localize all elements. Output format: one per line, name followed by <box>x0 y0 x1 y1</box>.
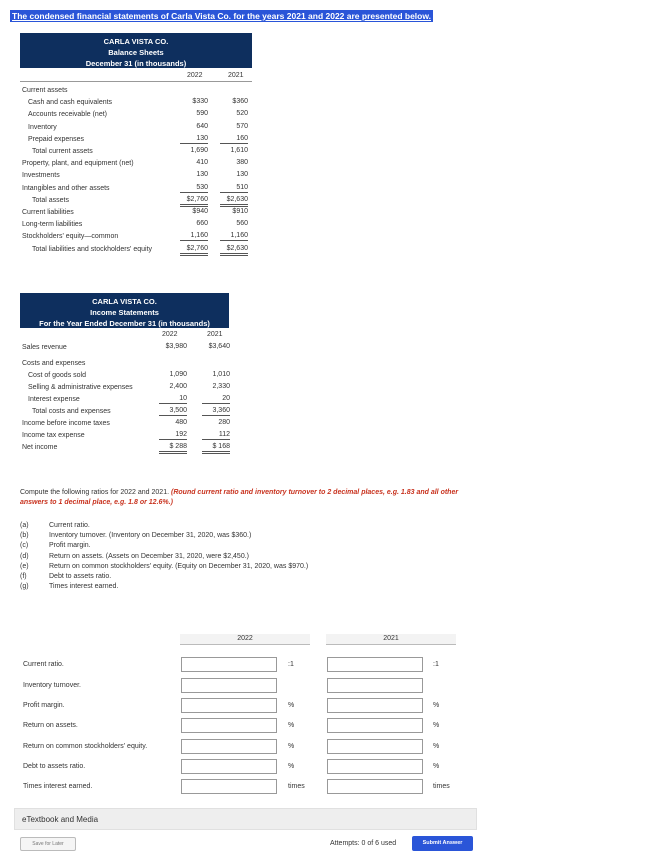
is-value-2022: $3,980 <box>165 343 187 350</box>
is-row <box>20 418 229 430</box>
bs-row <box>20 244 252 256</box>
answer-input-2021[interactable] <box>327 718 423 733</box>
answer-input-2021[interactable] <box>327 779 423 794</box>
task-item <box>20 532 480 542</box>
bs-year-2022: 2022 <box>187 72 203 79</box>
bs-year-2021: 2021 <box>228 72 244 79</box>
is-row-label: Sales revenue <box>22 344 67 351</box>
income-statement-years <box>20 330 229 341</box>
task-letter: (f) <box>20 573 27 580</box>
answer-unit-label: :1 <box>433 661 439 668</box>
task-text: Debt to assets ratio. <box>49 573 112 580</box>
task-item <box>20 553 480 563</box>
is-value-2021: 20 <box>202 395 230 404</box>
answer-unit-label: % <box>288 722 295 729</box>
answer-input-2021[interactable] <box>327 678 423 693</box>
bs-row-label: Accounts receivable (net) <box>28 111 107 119</box>
bs-row <box>20 195 252 207</box>
bs-value-2022: $2,760 <box>180 245 208 256</box>
is-row <box>20 406 229 418</box>
bs-value-2022: 130 <box>180 135 208 144</box>
answer-row-label: Inventory turnover. <box>23 682 81 689</box>
income-statement-title: CARLA VISTA CO. <box>92 297 157 306</box>
answer-input-2022[interactable] <box>181 739 277 754</box>
bs-row-label: Investments <box>22 172 60 180</box>
bs-row-label: Total assets <box>32 196 69 204</box>
bs-value-2021: $910 <box>232 208 248 215</box>
task-text: Inventory turnover. (Inventory on December 31, 2020, was $360.) <box>49 532 252 540</box>
answer-input-2021[interactable] <box>327 739 423 754</box>
bs-row <box>20 109 252 121</box>
task-letter: (g) <box>20 583 29 591</box>
balance-sheet-years <box>20 70 252 82</box>
task-letter: (a) <box>20 522 29 529</box>
bs-value-2022: $330 <box>192 98 208 106</box>
answer-unit-label: % <box>433 743 440 750</box>
bs-row <box>20 207 252 219</box>
bs-row-label: Total current assets <box>32 148 93 155</box>
answer-input-2022[interactable] <box>181 718 277 733</box>
task-item <box>20 573 480 583</box>
is-row-label: Income tax expense <box>22 432 85 439</box>
bs-value-2021: 1,610 <box>230 147 248 154</box>
is-row-label: Income before income taxes <box>22 420 110 427</box>
answer-input-2022[interactable] <box>181 698 277 713</box>
attempts-counter: Attempts: 0 of 6 used <box>330 840 397 847</box>
is-row <box>20 394 229 406</box>
bs-value-2022: 1,690 <box>190 147 208 154</box>
balance-sheet-subtitle: Balance Sheets <box>108 48 164 57</box>
answer-input-2021[interactable] <box>327 698 423 713</box>
submit-answer-button[interactable]: Submit Answer <box>412 836 473 851</box>
task-text: Profit margin. <box>49 542 91 550</box>
balance-sheet-title: CARLA VISTA CO. <box>103 37 169 46</box>
income-statement-header <box>20 293 229 328</box>
is-row <box>20 342 229 354</box>
is-row-label: Net income <box>22 444 58 451</box>
bs-value-2021: 510 <box>220 184 248 193</box>
answer-unit-label: % <box>433 722 440 729</box>
income-statement-subtitle: Income Statements <box>90 308 159 317</box>
is-row-label: Selling & administrative expenses <box>28 384 133 391</box>
is-row-label: Total costs and expenses <box>32 408 111 415</box>
is-value-2021: 280 <box>218 419 230 426</box>
answer-row-label: Debt to assets ratio. <box>23 763 86 770</box>
task-letter: (c) <box>20 542 29 550</box>
bs-value-2022: $940 <box>192 208 208 215</box>
bs-row-label: Current liabilities <box>22 209 74 216</box>
is-value-2022: 480 <box>175 419 187 426</box>
is-value-2022: 192 <box>159 431 187 440</box>
bs-row <box>20 134 252 146</box>
etextbook-media-link[interactable]: eTextbook and Media <box>14 808 477 830</box>
bs-value-2021: 570 <box>236 122 248 130</box>
problem-heading: The condensed financial statements of Carla Vista Co. for the years 2021 and 2022 are presented below. <box>12 11 432 21</box>
is-value-2021: $3,640 <box>208 343 230 350</box>
bs-row <box>20 97 252 109</box>
bs-row <box>20 183 252 195</box>
income-statement-period: For the Year Ended December 31 (in thousands) <box>39 319 210 328</box>
balance-sheet-date: December 31 (in thousands) <box>85 59 187 68</box>
is-row-label: Cost of goods sold <box>28 372 86 379</box>
answer-input-2022[interactable] <box>181 779 277 794</box>
bs-value-2021: 560 <box>236 220 248 228</box>
is-value-2022: $ 288 <box>159 443 187 454</box>
bs-value-2021: $2,630 <box>220 245 248 256</box>
answer-input-2022[interactable] <box>181 759 277 774</box>
bs-value-2021: $360 <box>232 98 248 106</box>
bs-value-2021: 160 <box>220 135 248 144</box>
answer-col-2021: 2021 <box>326 634 456 645</box>
is-year-2022: 2022 <box>162 331 178 338</box>
bs-row-label: Inventory <box>28 123 57 131</box>
answer-unit-label: % <box>288 702 295 709</box>
bs-value-2021: 520 <box>236 110 248 118</box>
is-value-2021: 112 <box>202 431 230 440</box>
answer-row-label: Profit margin. <box>23 702 65 709</box>
is-value-2022: 2,400 <box>169 383 187 390</box>
bs-row-label: Cash and cash equivalents <box>28 99 113 107</box>
bs-value-2021: 380 <box>236 159 248 167</box>
task-item <box>20 583 480 593</box>
bs-row <box>20 146 252 158</box>
task-item <box>20 522 480 532</box>
answer-row-label: Times interest earned. <box>23 783 93 790</box>
answer-input-2021[interactable] <box>327 759 423 774</box>
bs-value-2022: 1,160 <box>180 232 208 241</box>
bs-row-label: Stockholders' equity—common <box>22 233 119 241</box>
is-value-2021: 1,010 <box>212 371 230 378</box>
bs-row-label: Total liabilities and stockholders' equity <box>32 245 153 253</box>
bs-row <box>20 158 252 170</box>
answer-unit-label: % <box>433 702 440 709</box>
bs-row-label: Current assets <box>22 87 68 94</box>
save-for-later-button[interactable]: Save for Later <box>20 837 76 851</box>
bs-row <box>20 219 252 231</box>
bs-value-2021: 130 <box>236 171 248 179</box>
answer-input-2022[interactable] <box>181 657 277 672</box>
answer-unit-label: times <box>288 783 305 790</box>
is-row <box>20 382 229 394</box>
task-text: Times interest earned. <box>49 583 119 591</box>
answer-input-2021[interactable] <box>327 657 423 672</box>
rounding-note: (Round current ratio and inventory turnover to 2 decimal places, e.g. 1.83 and all other answers to 1 decimal place, e.g. 1.8 or 12.6%.) <box>20 489 459 506</box>
is-row-label: Interest expense <box>28 396 80 403</box>
bs-value-2021: $2,630 <box>220 196 248 207</box>
bs-value-2022: 130 <box>196 171 208 179</box>
answer-unit-label: times <box>433 783 450 790</box>
instructions <box>20 488 480 508</box>
is-row-label: Costs and expenses <box>22 360 86 367</box>
bs-row <box>20 231 252 243</box>
bs-row <box>20 170 252 182</box>
answer-unit-label: % <box>288 763 295 770</box>
instructions-text: Compute the following ratios for 2022 and 2021. <box>20 489 170 496</box>
task-letter: (b) <box>20 532 29 540</box>
task-letter: (d) <box>20 552 29 560</box>
is-value-2021: 2,330 <box>212 383 230 390</box>
bs-row-label: Intangibles and other assets <box>22 184 110 192</box>
is-row <box>20 442 229 454</box>
bs-value-2022: 660 <box>196 220 208 228</box>
answer-row-label: Current ratio. <box>23 661 64 668</box>
bs-value-2022: 410 <box>196 159 208 167</box>
bs-value-2022: $2,760 <box>180 196 208 207</box>
bs-row <box>20 122 252 134</box>
bs-value-2022: 530 <box>180 184 208 193</box>
task-text: Current ratio. <box>49 522 90 529</box>
bs-row <box>20 85 252 97</box>
bs-value-2021: 1,160 <box>220 232 248 241</box>
task-letter: (e) <box>20 562 29 570</box>
bs-row-label: Long-term liabilities <box>22 221 83 229</box>
is-value-2021: 3,360 <box>202 407 230 416</box>
is-value-2022: 3,500 <box>159 407 187 416</box>
task-item <box>20 563 480 573</box>
is-value-2022: 10 <box>159 395 187 404</box>
task-item <box>20 542 480 552</box>
bs-value-2022: 640 <box>196 122 208 130</box>
answer-row-label: Return on assets. <box>23 722 78 729</box>
bs-row-label: Prepaid expenses <box>28 135 85 143</box>
task-text: Return on common stockholders' equity. (Equity on December 31, 2020, was $970.) <box>49 562 309 570</box>
task-text: Return on assets. (Assets on December 31, 2020, were $2,450.) <box>49 552 249 560</box>
is-row <box>20 430 229 442</box>
answer-row-label: Return on common stockholders' equity. <box>23 743 148 750</box>
answer-unit-label: :1 <box>288 661 294 668</box>
is-value-2021: $ 168 <box>202 443 230 454</box>
is-row <box>20 370 229 382</box>
is-row <box>20 358 229 370</box>
answer-unit-label: % <box>433 763 440 770</box>
answer-input-2022[interactable] <box>181 678 277 693</box>
is-year-2021: 2021 <box>207 331 223 338</box>
bs-row-label: Property, plant, and equipment (net) <box>22 160 134 168</box>
answer-unit-label: % <box>288 743 295 750</box>
answer-col-2022: 2022 <box>180 634 310 645</box>
balance-sheet-header <box>20 33 252 68</box>
is-value-2022: 1,090 <box>169 371 187 378</box>
bs-value-2022: 590 <box>196 110 208 118</box>
